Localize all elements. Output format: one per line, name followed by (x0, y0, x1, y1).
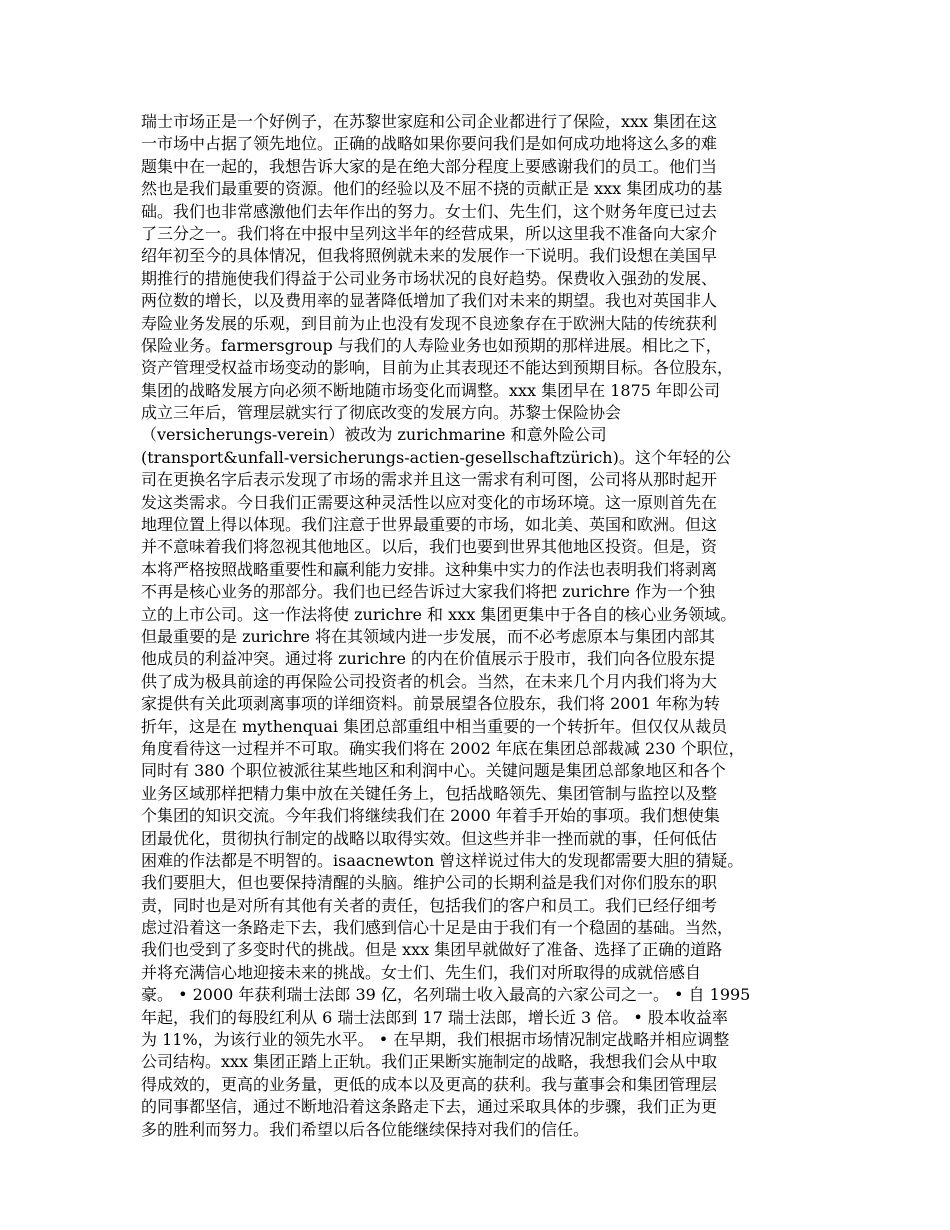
paragraph-line: 地理位置上得以体现。我们注意于世界最重要的市场，如北美、英国和欧洲。但这 (141, 515, 718, 535)
paragraph-line: 并将充满信心地迎接未来的挑战。女士们、先生们，我们对所取得的成就倍感自 (141, 962, 702, 982)
paragraph-line: 年起，我们的每股红利从 6 瑞士法郎到 17 瑞士法郎，增长近 3 倍。 • 股本收益率 (141, 1007, 728, 1027)
paragraph-line: 虑过沿着这一条路走下去，我们感到信心十足是由于我们有一个稳固的基础。当然， (141, 918, 734, 938)
paragraph-line: 绍年初至今的具体情况，但我将照例就未来的发展作一下说明。我们设想在美国早 (141, 246, 718, 266)
paragraph-line: 团最优化，贯彻执行制定的战略以取得实效。但这些并非一挫而就的事，任何低估 (141, 828, 718, 848)
paragraph-line: 寿险业务发展的乐观，到目前为止也没有发现不良迹象存在于欧洲大陆的传统获利 (141, 313, 718, 333)
paragraph-line: 立的上市公司。这一作法将使 zurichre 和 xxx 集团更集中于各自的核心业务领域。 (141, 604, 737, 624)
paragraph-line: 他成员的利益冲突。通过将 zurichre 的内在价值展示于股市，我们向各位股东提 (141, 649, 716, 669)
paragraph-line: 两位数的增长，以及费用率的显著降低增加了我们对未来的期望。我也对英国非人 (141, 291, 718, 311)
paragraph-line: 不再是核心业务的那部分。我们也已经告诉过大家我们将把 zurichre 作为一个独 (141, 582, 716, 602)
paragraph-line: 发这类需求。今日我们正需要这种灵活性以应对变化的市场环境。这一原则首先在 (141, 492, 718, 512)
paragraph-line: 折年，这是在 mythenquai 集团总部重组中相当重要的一个转折年。但仅仅从裁员 (141, 716, 728, 736)
paragraph-line: 司在更换名字后表示发现了市场的需求并且这一需求有利可图，公司将从那时起开 (141, 470, 718, 490)
paragraph-line: 个集团的知识交流。今年我们将继续我们在 2000 年着手开始的事项。我们想使集 (141, 806, 720, 826)
paragraph-line: 并不意味着我们将忽视其他地区。以后，我们也要到世界其他地区投资。但是，资 (141, 537, 718, 557)
paragraph-line: 责，同时也是对所有其他有关者的责任，包括我们的客户和员工。我们已经仔细考 (141, 895, 718, 915)
paragraph-line: 同时有 380 个职位被派往某些地区和利润中心。关键问题是集团总部象地区和各个 (141, 761, 726, 781)
paragraph-line: 家提供有关此项剥离事项的详细资料。前景展望各位股东，我们将 2001 年称为转 (141, 694, 720, 714)
paragraph-line: 期推行的措施使我们得益于公司业务市场状况的良好趋势。保费收入强劲的发展、 (141, 268, 718, 288)
paragraph-line: 但最重要的是 zurichre 将在其领域内进一步发展，而不必考虑原本与集团内部其 (141, 626, 716, 646)
paragraph-line: 角度看待这一过程并不可取。确实我们将在 2002 年底在集团总部裁减 230 个职位， (141, 738, 745, 758)
paragraph-line: 供了成为极具前途的再保险公司投资者的机会。当然，在未来几个月内我们将为大 (141, 671, 718, 691)
paragraph-line: 业务区域那样把精力集中放在关键任务上，包括战略领先、集团管制与监控以及整 (141, 783, 718, 803)
paragraph-line: 瑞士市场正是一个好例子，在苏黎世家庭和公司企业都进行了保险，xxx 集团在这 (141, 112, 718, 131)
paragraph-line: 础。我们也非常感激他们去年作出的努力。女士们、先生们，这个财务年度已过去 (141, 201, 718, 221)
paragraph-line: 的同事都坚信，通过不断地沿着这条路走下去，通过采取具体的步骤，我们正为更 (141, 1097, 718, 1117)
paragraph-line: 集团的战略发展方向必须不断地随市场变化而调整。xxx 集团早在 1875 年即公司 (141, 380, 721, 400)
paragraph-line: 资产管理受权益市场变动的影响，目前为止其表现还不能达到预期目标。各位股东， (141, 358, 734, 378)
paragraph-line: 成立三年后，管理层就实行了彻底改变的发展方向。苏黎士保险协会 (141, 403, 622, 423)
paragraph-line: 我们要胆大，但也要保持清醒的头脑。维护公司的长期利益是我们对你们股东的职 (141, 873, 718, 893)
paragraph-line: 题集中在一起的，我想告诉大家的是在绝大部分程度上要感谢我们的员工。他们当 (141, 156, 718, 176)
paragraph-line: 保险业务。farmersgroup 与我们的人寿险业务也如预期的那样进展。相比之下， (141, 335, 722, 355)
paragraph-line: (transport&unfall-versicherungs-actien-gesellschaftzürich)。这个年轻的公 (141, 447, 731, 467)
paragraph-line: 一市场中占据了领先地位。正确的战略如果你要问我们是如何成功地将这么多的难 (141, 134, 718, 154)
paragraph-line: 困难的作法都是不明智的。isaacnewton 曾这样说过伟大的发现都需要大胆的猜疑。 (141, 850, 744, 870)
paragraph-line: 为 11%，为该行业的领先水平。 • 在早期，我们根据市场情况制定战略并相应调整 (141, 1030, 730, 1050)
body-text (141, 111, 831, 1141)
paragraph-line: 了三分之一。我们将在中报中呈列这半年的经营成果，所以这里我不准备向大家介 (141, 223, 718, 243)
paragraph-line: 得成效的，更高的业务量，更低的成本以及更高的获利。我与董事会和集团管理层 (141, 1074, 718, 1094)
paragraph-line: （versicherungs-verein）被改为 zurichmarine 和意外险公司 (141, 425, 607, 445)
paragraph-line: 豪。 • 2000 年获利瑞士法郎 39 亿，名列瑞士收入最高的六家公司之一。 • 自 1995 (141, 985, 751, 1005)
paragraph-line: 本将严格按照战略重要性和赢利能力安排。这种集中实力的作法也表明我们将剥离 (141, 559, 718, 579)
paragraph-line: 然也是我们最重要的资源。他们的经验以及不屈不挠的贡献正是 xxx 集团成功的基 (141, 179, 723, 199)
paragraph-line: 公司结构。xxx 集团正踏上正轨。我们正果断实施制定的战略，我想我们会从中取 (141, 1052, 718, 1072)
paragraph-line: 我们也受到了多变时代的挑战。但是 xxx 集团早就做好了准备、选择了正确的道路 (141, 940, 723, 960)
paragraph-line: 多的胜利而努力。我们希望以后各位能继续保持对我们的信任。 (141, 1119, 590, 1139)
